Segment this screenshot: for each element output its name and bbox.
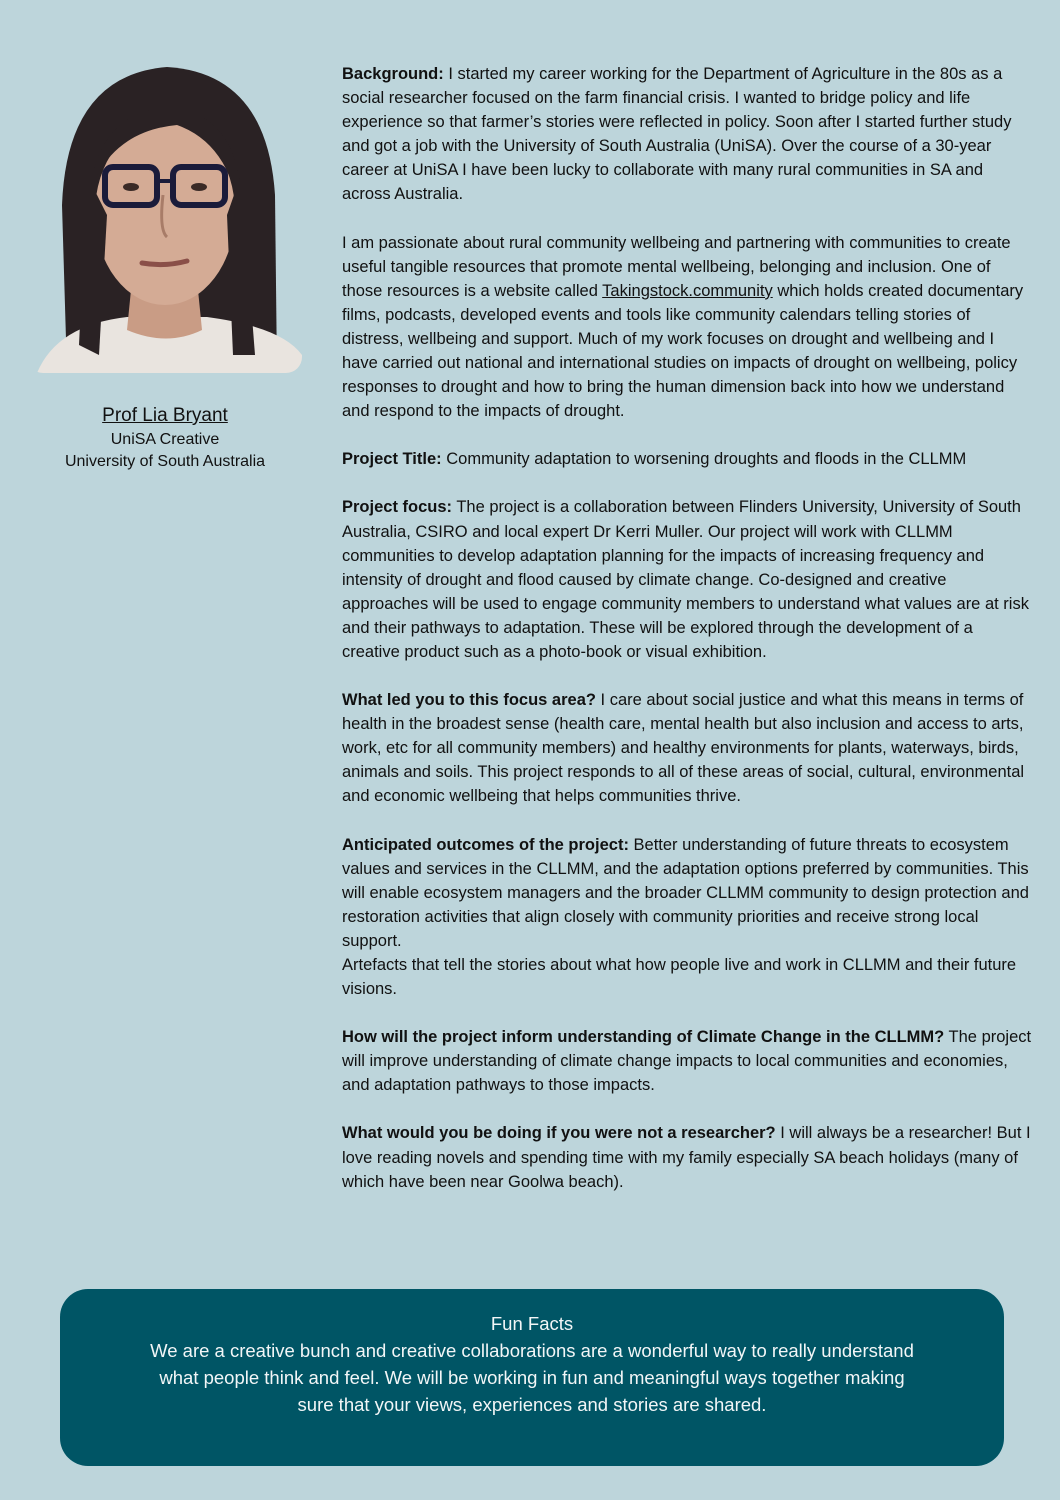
- fun-facts-text: We are a creative bunch and creative collaborations are a wonderful way to really understand what people think and feel. We will be working in fun and meaningful ways together making sure that your views, experiences and stories are shared.: [150, 1340, 914, 1415]
- outcomes-label: Anticipated outcomes of the project:: [342, 835, 629, 854]
- profile-body: [342, 62, 1032, 1218]
- passion-paragraph: [342, 231, 1032, 424]
- inform-text: The project will improve understanding of climate change impacts to local communities and economies, and adaptation pathways to those impacts.: [342, 1028, 1032, 1095]
- what-led-label: What led you to this focus area?: [342, 691, 596, 710]
- background-text: I started my career working for the Department of Agriculture in the 80s as a social researcher focused on the farm financial crisis. I wanted to bridge policy and life experience so that farmer’s stories were reflected in policy. Soon after I started further study and got a job with the University of South Australia (UniSA). Over the course of a 30-year career at UniSA I have been lucky to collaborate with many rural communities in SA and across Australia.: [342, 65, 1012, 204]
- not-researcher-text: I will always be a researcher! But I love reading novels and spending time with my family especially SA beach holidays (many of which have been near Goolwa beach).: [342, 1124, 1031, 1191]
- takingstock-link[interactable]: Takingstock.community: [602, 281, 773, 300]
- outcomes-paragraph: [342, 833, 1032, 1002]
- inform-label: How will the project inform understanding of Climate Change in the CLLMM?: [342, 1028, 945, 1047]
- project-title-label: Project Title:: [342, 450, 442, 469]
- project-title-paragraph: [342, 447, 1032, 471]
- profile-name: Prof Lia Bryant: [102, 405, 228, 426]
- background-paragraph: [342, 62, 1032, 207]
- not-researcher-paragraph: [342, 1121, 1032, 1193]
- profile-caption: [40, 403, 290, 473]
- background-label: Background:: [342, 65, 444, 83]
- project-focus-text: The project is a collaboration between Flinders University, University of South Australia, CSIRO and local expert Dr Kerri Muller. Our project will work with CLLMM communities to develop adaptation planning for the impacts of increasing frequency and intensity of drought and flood caused by climate change. Co-designed and creative approaches will be used to engage community members to understand what values are at risk and their pathways to adaptation. These will be explored through the development of a creative product such as a photo-book or visual exhibition.: [342, 498, 1029, 661]
- inform-paragraph: [342, 1025, 1032, 1097]
- profile-department: UniSA Creative: [110, 431, 220, 448]
- project-title-text: Community adaptation to worsening droughts and floods in the CLLMM: [446, 450, 967, 469]
- what-led-paragraph: [342, 688, 1032, 808]
- fun-facts-box: [60, 1289, 1004, 1466]
- passion-text-after: which holds created documentary films, podcasts, developed events and tools like community calendars telling stories of distress, wellbeing and support. Much of my work focuses on drought and wellbeing and I have carried out national and international studies on impacts of drought on wellbeing, policy responses to drought and how to bring the human dimension back into how we understand and respond to the impacts of drought.: [342, 281, 1024, 421]
- outcomes-text: Better understanding of future threats to ecosystem values and services in the CLLMM, and the adaptation options preferred by communities. This will enable ecosystem managers and the broader CLLMM community to design protection and restoration activities that align closely with community priorities and receive strong local support.: [342, 835, 1029, 950]
- project-focus-label: Project focus:: [342, 498, 453, 517]
- passion-text-before: I am passionate about rural community wellbeing and partnering with communities to create useful tangible resources that promote mental wellbeing, belonging and inclusion. One of those resources is a website called: [342, 233, 1011, 300]
- not-researcher-label: What would you be doing if you were not a researcher?: [342, 1124, 776, 1143]
- profile-institution: University of South Australia: [64, 453, 266, 470]
- fun-facts-title: Fun Facts: [490, 1313, 574, 1334]
- profile-photo: [27, 55, 302, 373]
- outcomes-text-artefacts: Artefacts that tell the stories about what how people live and work in CLLMM and their future visions.: [342, 956, 1017, 999]
- what-led-text: I care about social justice and what this means in terms of health in the broadest sense (health care, mental health but also inclusion and access to arts, work, etc for all community members) and healthy environments for plants, waterways, birds, animals and soils. This project responds to all of these areas of social, cultural, environmental and economic wellbeing that helps communities thrive.: [342, 691, 1025, 806]
- project-focus-paragraph: [342, 495, 1032, 664]
